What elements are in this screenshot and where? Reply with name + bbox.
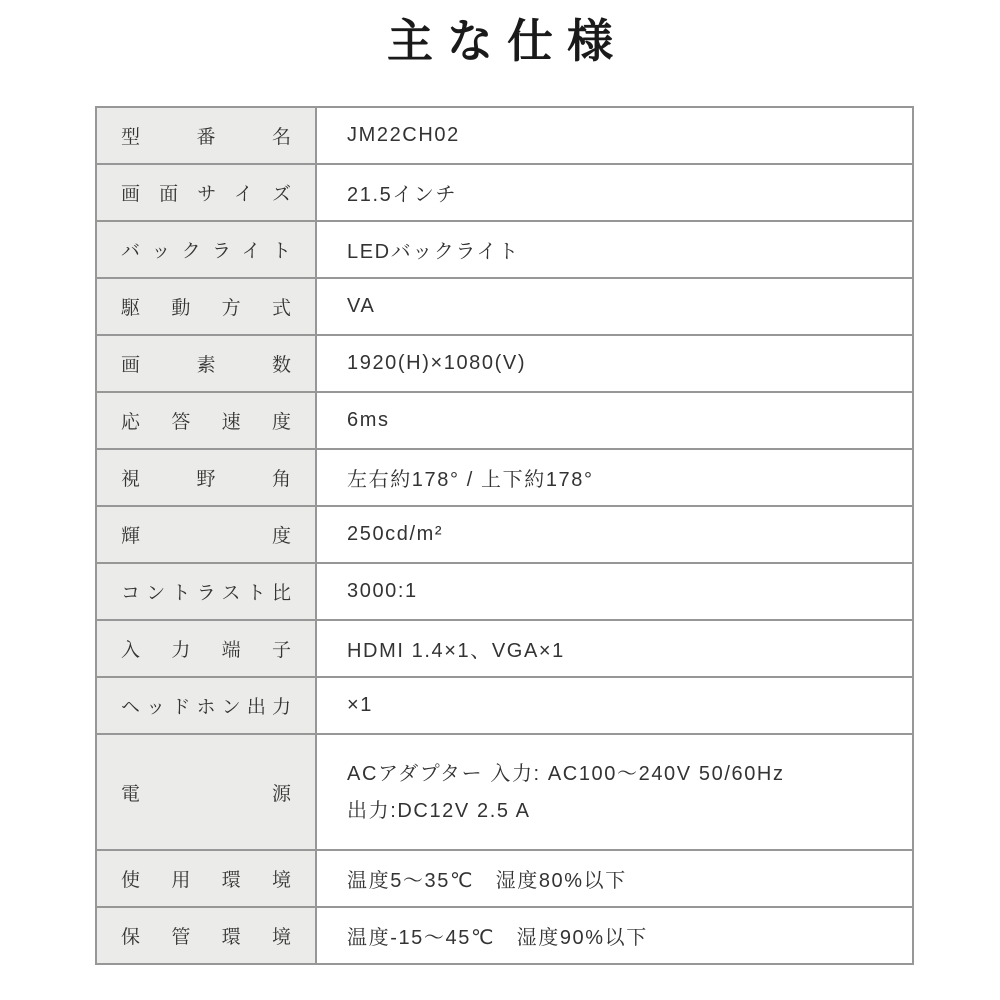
spec-value [316,734,913,850]
spec-label: ヘッドホン出力 [96,677,316,734]
spec-label: バックライト [96,221,316,278]
spec-label: 駆動方式 [96,278,316,335]
spec-label: 使用環境 [96,850,316,907]
spec-value: 3000:1 [316,563,913,620]
spec-label: 応答速度 [96,392,316,449]
spec-value: 左右約178° / 上下約178° [316,449,913,506]
spec-label: 電源 [96,734,316,850]
table-row [96,734,913,850]
page-title: 主な仕様 [387,14,627,68]
table-row [96,506,913,563]
table-row [96,335,913,392]
spec-label: 入力端子 [96,620,316,677]
table-row [96,620,913,677]
table-row [96,850,913,907]
table-row [96,563,913,620]
spec-value: VA [316,278,913,335]
spec-value-line-2: 出力:DC12V 2.5 A [347,799,531,822]
table-row [96,677,913,734]
spec-value: 21.5インチ [316,164,913,221]
spec-value: 温度5〜35℃ 湿度80%以下 [316,850,913,907]
table-row [96,907,913,964]
spec-label: 画素数 [96,335,316,392]
spec-value: HDMI 1.4×1、VGA×1 [316,620,913,677]
spec-page [0,14,1000,1000]
table-row [96,449,913,506]
spec-label: 視野角 [96,449,316,506]
spec-value: 1920(H)×1080(V) [316,335,913,392]
spec-value: 温度-15〜45℃ 湿度90%以下 [316,907,913,964]
table-row [96,221,913,278]
spec-value: ×1 [316,677,913,734]
spec-label: 保管環境 [96,907,316,964]
spec-value: JM22CH02 [316,107,913,164]
table-row [96,164,913,221]
spec-table [95,106,914,965]
table-row [96,107,913,164]
table-row [96,278,913,335]
spec-value: 250cd/m² [316,506,913,563]
table-row [96,392,913,449]
spec-value: 6ms [316,392,913,449]
spec-label: 型番名 [96,107,316,164]
spec-value-line-1: ACアダプター 入力: AC100〜240V 50/60Hz [347,762,785,785]
spec-value: LEDバックライト [316,221,913,278]
spec-label: 輝度 [96,506,316,563]
spec-label: 画面サイズ [96,164,316,221]
spec-label: コントラスト比 [96,563,316,620]
